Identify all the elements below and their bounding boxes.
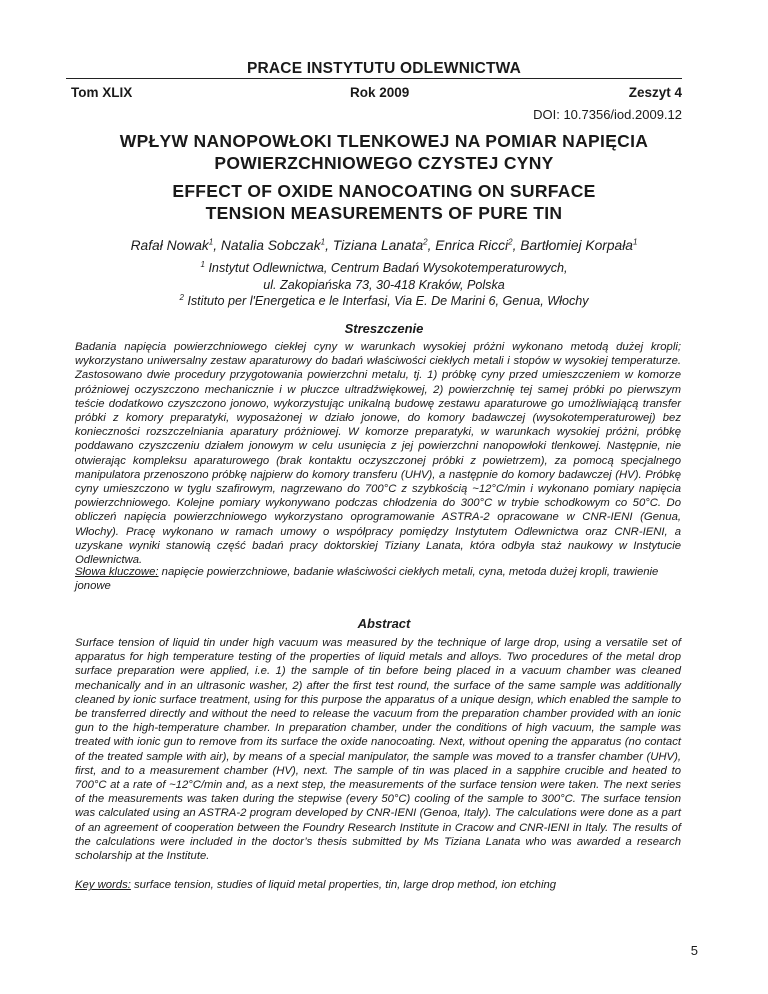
author-affiliation-mark: 1 — [208, 237, 214, 247]
author-name: Tiziana Lanata — [332, 238, 424, 253]
title-polish-line-2: POWIERZCHNIOWEGO CZYSTEJ CYNY — [214, 153, 554, 173]
affiliations — [0, 260, 768, 310]
title-english-line-1: EFFECT OF OXIDE NANOCOATING ON SURFACE — [172, 181, 596, 201]
streszczenie-keywords — [75, 565, 681, 593]
abstract-text: Surface tension of liquid tin under high vacuum was measured by the technique of large drop, using a versatile set of apparatus for high temperature testing of the properties of liquid metals and alloys. Two procedures of the metal drop surface preparation were applied, i.e. 1) the sample of tin before being placed in a vacuum chamber was cleaned mechanically and in an ultrasonic washer, 2) after the first test round, the surface of the same sample was additionally cleaned by ionic surface treatment, using for this purpose the apparatus of a unique design, which enabled the sample to be transferred directly and without the need to release the vacuum from the preparation chamber provided with an ionic gun to the high-temperature chamber. In preparation chamber, under the conditions of high vacuum, the sample was treated with ionic gun to remove from its surface the oxide nanocoating. Next, without opening the apparatus (no contact of the treated sample with air), by means of a special manipulator, the sample was moved to a transfer chamber (UHV), first, and to a measurement chamber (HV), next. The sample of tin was placed in a sapphire crucible and heated to 700°C at a rate of ~12°C/min and, as a next step, the measurements of the surface tension were taken. The next series of the measurements was taken during the stepwise (every 50°C) cooling of the sample to 300°C. The surface tension was calculated using an ASTRA-2 program developed by CNR-IENI (Genoa, Italy). The calculations were done as a part of an agreement of cooperation between the Foundry Research Institute in Cracow and CNR-IENI in Italy. The results of the calculations were included in the doctor’s thesis submitted by Ms Tiziana Lanata who was awarded a research scholarship at the Institute. — [75, 637, 681, 863]
abstract-heading: Abstract — [357, 616, 411, 631]
affiliation-1-address: ul. Zakopiańska 73, 30-418 Kraków, Polska — [263, 277, 505, 292]
journal-title: PRACE INSTYTUTU ODLEWNICTWA — [246, 60, 522, 77]
keywords-text: surface tension, studies of liquid metal properties, tin, large drop method, ion etching — [134, 879, 557, 891]
author-affiliation-mark: 1 — [632, 237, 638, 247]
title-polish — [0, 130, 768, 174]
author-affiliation-mark: 1 — [320, 237, 326, 247]
affiliation-2: $^2$ Istituto per l'Energetica e le Interfasi, Via E. De Marini 6, Genua, Włochy — [179, 292, 589, 308]
title-english-line-2: TENSION MEASUREMENTS OF PURE TIN — [205, 203, 563, 223]
keywords-label: Słowa kluczowe: — [75, 566, 159, 578]
author-affiliation-mark: 2 — [508, 237, 513, 247]
author-name: Natalia Sobczak — [220, 238, 321, 253]
doi-label: DOI: 10.7356/iod.2009.12 — [533, 107, 682, 122]
issue-label: Zeszyt 4 — [628, 85, 682, 100]
author-name: Rafał Nowak — [130, 238, 209, 253]
author-name: Bartłomiej Korpała — [520, 238, 633, 253]
title-english — [0, 180, 768, 224]
page-number: 5 — [690, 943, 698, 958]
streszczenie-heading: Streszczenie — [344, 321, 424, 336]
title-polish-line-1: WPŁYW NANOPOWŁOKI TLENKOWEJ NA POMIAR NAPIĘCIA — [119, 131, 649, 151]
keywords-label: Key words: — [75, 879, 131, 891]
abstract-keywords — [75, 878, 681, 892]
author-list: Rafał Nowak$^1$, Natalia Sobczak$^1$, Tiziana Lanata$^2$, Enrica Ricci$^2$, Bartłomiej Korpała$^1$ — [130, 237, 638, 253]
affiliation-1: $^1$ Instytut Odlewnictwa, Centrum Badań Wysokotemperaturowych, — [200, 259, 568, 275]
header-rule — [66, 78, 682, 79]
keywords-text: napięcie powierzchniowe, badanie właściwości ciekłych metali, cyna, metoda dużej kropli, trawienie jonowe — [75, 566, 659, 593]
streszczenie-text: Badania napięcia powierzchniowego ciekłej cyny w warunkach wysokiej próżni wykonano metodą dużej kropli; wykorzystano uniwersalny zestaw aparaturowy do badań właściwości ciekłych metali i stopów w wysokiej temperaturze. Zastosowano dwie procedury przygotowania powierzchni metalu, tj. 1) próbkę cyny przed umieszczeniem w komorze próżniowej oczyszczono mechanicznie i w płuczce ultradźwiękowej, 2) powierzchnię tej samej próbki po pierwszym teście dodatkowo czyszczono jonowo, wykorzystując unikalną budowę zestawu aparaturowe go umożliwiającą transfer próbki z komory preparatyki, wyposażonej w działo jonowe, do komory badawczej (wysokotemperaturowej) bez konieczności rozszczelniania aparatury próżniowej. W komorze preparatyki, w warunkach wysokiej próżni, próbkę poddawano czyszczeniu działem jonowym w celu usunięcia z jej powierzchni nanopowłoki tlenkowej. Następnie, nie otwierając kompleksu aparaturowego (brak kontaktu oczyszczonej próbki z powietrzem), za pomocą specjalnego manipulatora przenoszono próbkę najpierw do komory transferu (UHV), a następnie do komory badawczej (HV). Próbkę cyny umieszczono w tyglu szafirowym, nagrzewano do 700°C z szybkością ~12°C/min i wykonano pomiary napięcia powierzchniowego. Kolejne pomiary wykonywano podczas chłodzenia do 300°C w trybie schodkowym co 50°C. Do obliczeń napięcia powierzchniowego wykorzystano oprogramowanie ASTRA-2 opracowane w CNR-IENI (Genua, Włochy). Pracę wykonano w ramach umowy o współpracy pomiędzy Instytutem Odlewnictwa oraz CNR-IENI, a uzyskane wyniki stanowią część badań pracy doktorskiej Tiziany Lanata, która odbyła staż naukowy w Instytucie Odlewnictwa. — [75, 341, 681, 567]
volume-label: Tom XLIX — [71, 85, 133, 100]
year-label: Rok 2009 — [350, 85, 410, 100]
author-name: Enrica Ricci — [435, 238, 509, 253]
author-affiliation-mark: 2 — [423, 237, 428, 247]
